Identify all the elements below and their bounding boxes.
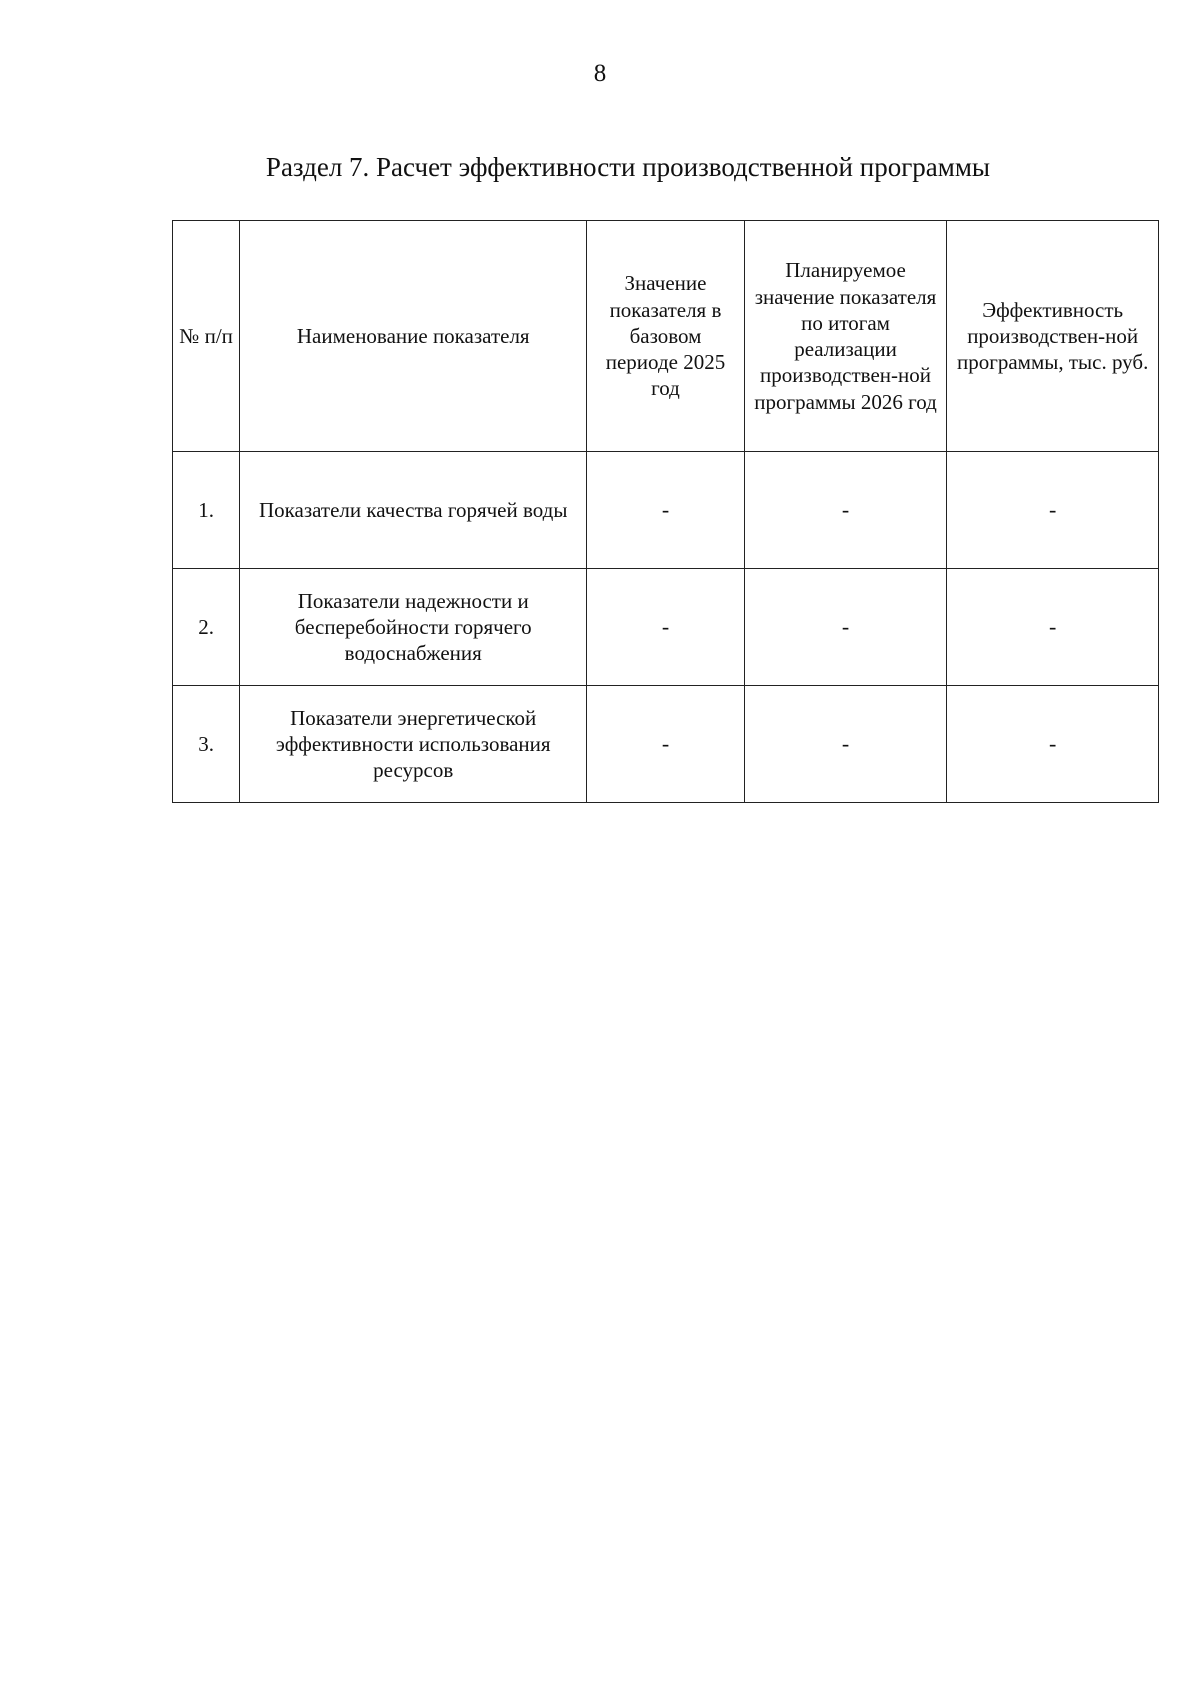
row-indicator-name: Показатели качества горячей воды	[240, 452, 587, 569]
header-indicator-name: Наименование показателя	[240, 221, 587, 452]
table-row	[173, 569, 1159, 686]
row-planned-value: -	[744, 686, 947, 803]
row-number: 3.	[173, 686, 240, 803]
header-efficiency: Эффективность производствен-ной программы, тыс. руб.	[947, 221, 1159, 452]
section-title: Раздел 7. Расчет эффективности производственной программы	[265, 152, 991, 182]
row-base-value: -	[587, 452, 744, 569]
row-indicator-name: Показатели надежности и бесперебойности горячего водоснабжения	[240, 569, 587, 686]
table-body	[173, 452, 1159, 803]
table-header	[173, 221, 1159, 452]
row-planned-value: -	[744, 452, 947, 569]
page-number: 8	[593, 60, 607, 87]
efficiency-table	[172, 220, 1159, 803]
table-row	[173, 686, 1159, 803]
row-efficiency: -	[947, 686, 1159, 803]
header-row	[173, 221, 1159, 452]
row-efficiency: -	[947, 569, 1159, 686]
row-planned-value: -	[744, 569, 947, 686]
row-base-value: -	[587, 686, 744, 803]
header-planned-value: Планируемое значение показателя по итогам реализации производствен-ной программы 2026 год	[744, 221, 947, 452]
header-base-value: Значение показателя в базовом периоде 2025 год	[587, 221, 744, 452]
row-number: 2.	[173, 569, 240, 686]
row-base-value: -	[587, 569, 744, 686]
header-number: № п/п	[173, 221, 240, 452]
row-efficiency: -	[947, 452, 1159, 569]
row-indicator-name: Показатели энергетической эффективности использования ресурсов	[240, 686, 587, 803]
row-number: 1.	[173, 452, 240, 569]
table-row	[173, 452, 1159, 569]
